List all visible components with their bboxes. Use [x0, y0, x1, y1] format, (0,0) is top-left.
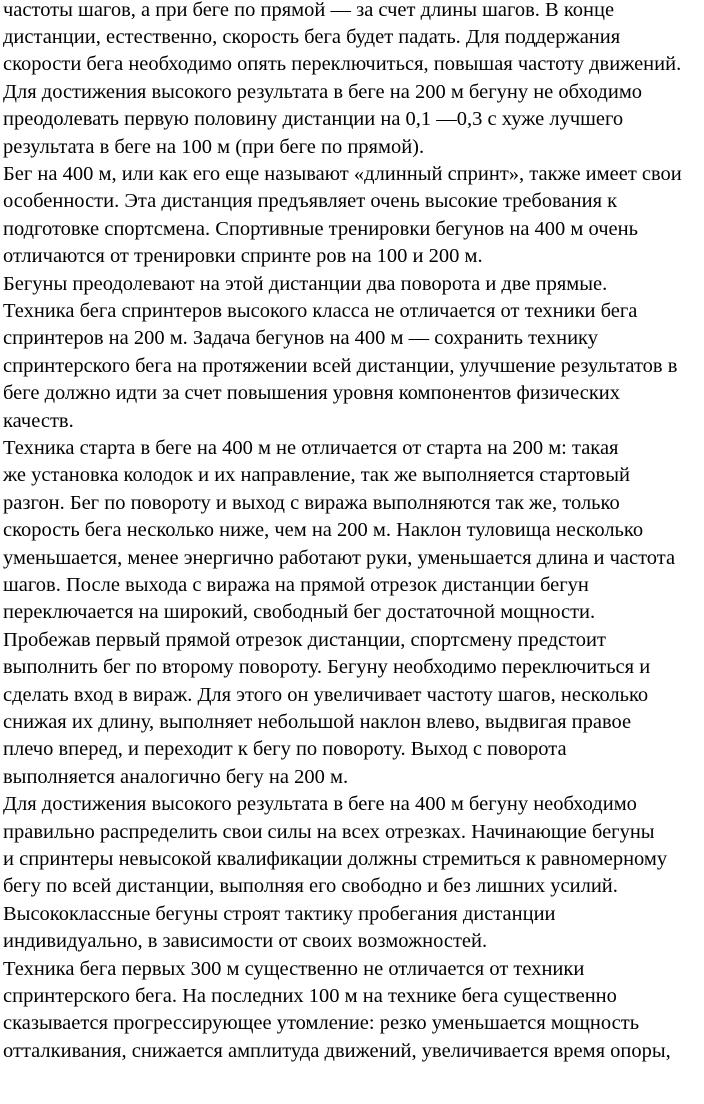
text-line: шагов. После выхода с виража на прямой отрезок дистанции бегун: [3, 574, 589, 596]
text-line: отличаются от тренировки спринте ров на 100 и 200 м.: [3, 245, 483, 267]
text-line: отталкивания, снижается амплитуда движений, увеличивается время опоры,: [3, 1040, 671, 1062]
text-line: разгон. Бег по повороту и выход с виража выполняются так же, только: [3, 492, 620, 514]
text-line: спринтерского бега. На последних 100 м на технике бега существенно: [3, 985, 617, 1007]
text-line: особенности. Эта дистанция предъявляет очень высокие требования к: [3, 190, 618, 212]
text-line: выполняется аналогично бегу на 200 м.: [3, 766, 349, 788]
text-line: спринтерского бега на протяжении всей дистанции, улучшение результатов в: [3, 355, 678, 377]
text-line: Для достижения высокого результата в беге на 200 м бегуну не обходимо: [3, 81, 643, 103]
text-line: снижая их длину, выполняет небольшой наклон влево, выдвигая правое: [3, 711, 632, 733]
text-line: правильно распределить свои силы на всех отрезках. Начинающие бегуны: [3, 821, 655, 843]
text-line: Бег на 400 м, или как его еще называют «длинный спринт», также имеет свои: [3, 163, 682, 185]
text-line: беге должно идти за счет повышения уровня компонентов физических: [3, 382, 621, 404]
text-line: преодолевать первую половину дистанции на 0,1 —0,3 с хуже лучшего: [3, 108, 624, 130]
text-line: Техника бега первых 300 м существенно не отличается от техники: [3, 958, 585, 980]
text-line: переключается на широкий, свободный бег достаточной мощности.: [3, 601, 596, 623]
text-line: Высококлассные бегуны строят тактику пробегания дистанции: [3, 903, 556, 925]
text-line: частоты шагов, а при беге по прямой — за счет длины шагов. В конце: [3, 0, 615, 21]
text-line: Пробежав первый прямой отрезок дистанции, спортсмену предстоит: [3, 629, 606, 651]
text-line: спринтеров на 200 м. Задача бегунов на 400 м — сохранить технику: [3, 327, 598, 349]
text-line: уменьшается, менее энергично работают руки, уменьшается длина и частота: [3, 547, 676, 569]
text-line: и спринтеры невысокой квалификации должны стремиться к равномерному: [3, 848, 668, 870]
text-line: Бегуны преодолевают на этой дистанции два поворота и две прямые.: [3, 273, 608, 295]
text-line: индивидуально, в зависимости от своих возможностей.: [3, 930, 488, 952]
text-line: Техника бега спринтеров высокого класса не отличается от техники бега: [3, 300, 638, 322]
text-line: сказывается прогрессирующее утомление: резко уменьшается мощность: [3, 1012, 640, 1034]
text-line: выполнить бег по второму повороту. Бегуну необходимо переключиться и: [3, 656, 651, 678]
text-line: Для достижения высокого результата в беге на 400 м бегуну необходимо: [3, 793, 637, 815]
text-line: сделать вход в вираж. Для этого он увеличивает частоту шагов, несколько: [3, 684, 649, 706]
text-line: же установка колодок и их направление, так же выполняется стартовый: [3, 464, 630, 486]
text-line: скорости бега необходимо опять переключиться, повышая частоту движений.: [3, 53, 682, 75]
text-line: Техника старта в беге на 400 м не отличается от старта на 200 м: такая: [3, 437, 619, 459]
text-line: плечо вперед, и переходит к бегу по повороту. Выход с поворота: [3, 738, 567, 760]
text-line: подготовке спортсмена. Спортивные тренировки бегунов на 400 м очень: [3, 218, 638, 240]
text-line: качеств.: [3, 410, 74, 432]
text-line: результата в беге на 100 м (при беге по прямой).: [3, 136, 425, 158]
text-line: скорость бега несколько ниже, чем на 200 м. Наклон туловища несколько: [3, 519, 644, 541]
text-line: бегу по всей дистанции, выполняя его свободно и без лишних усилий.: [3, 875, 618, 897]
text-line: дистанции, естественно, скорость бега будет падать. Для поддержания: [3, 26, 621, 48]
